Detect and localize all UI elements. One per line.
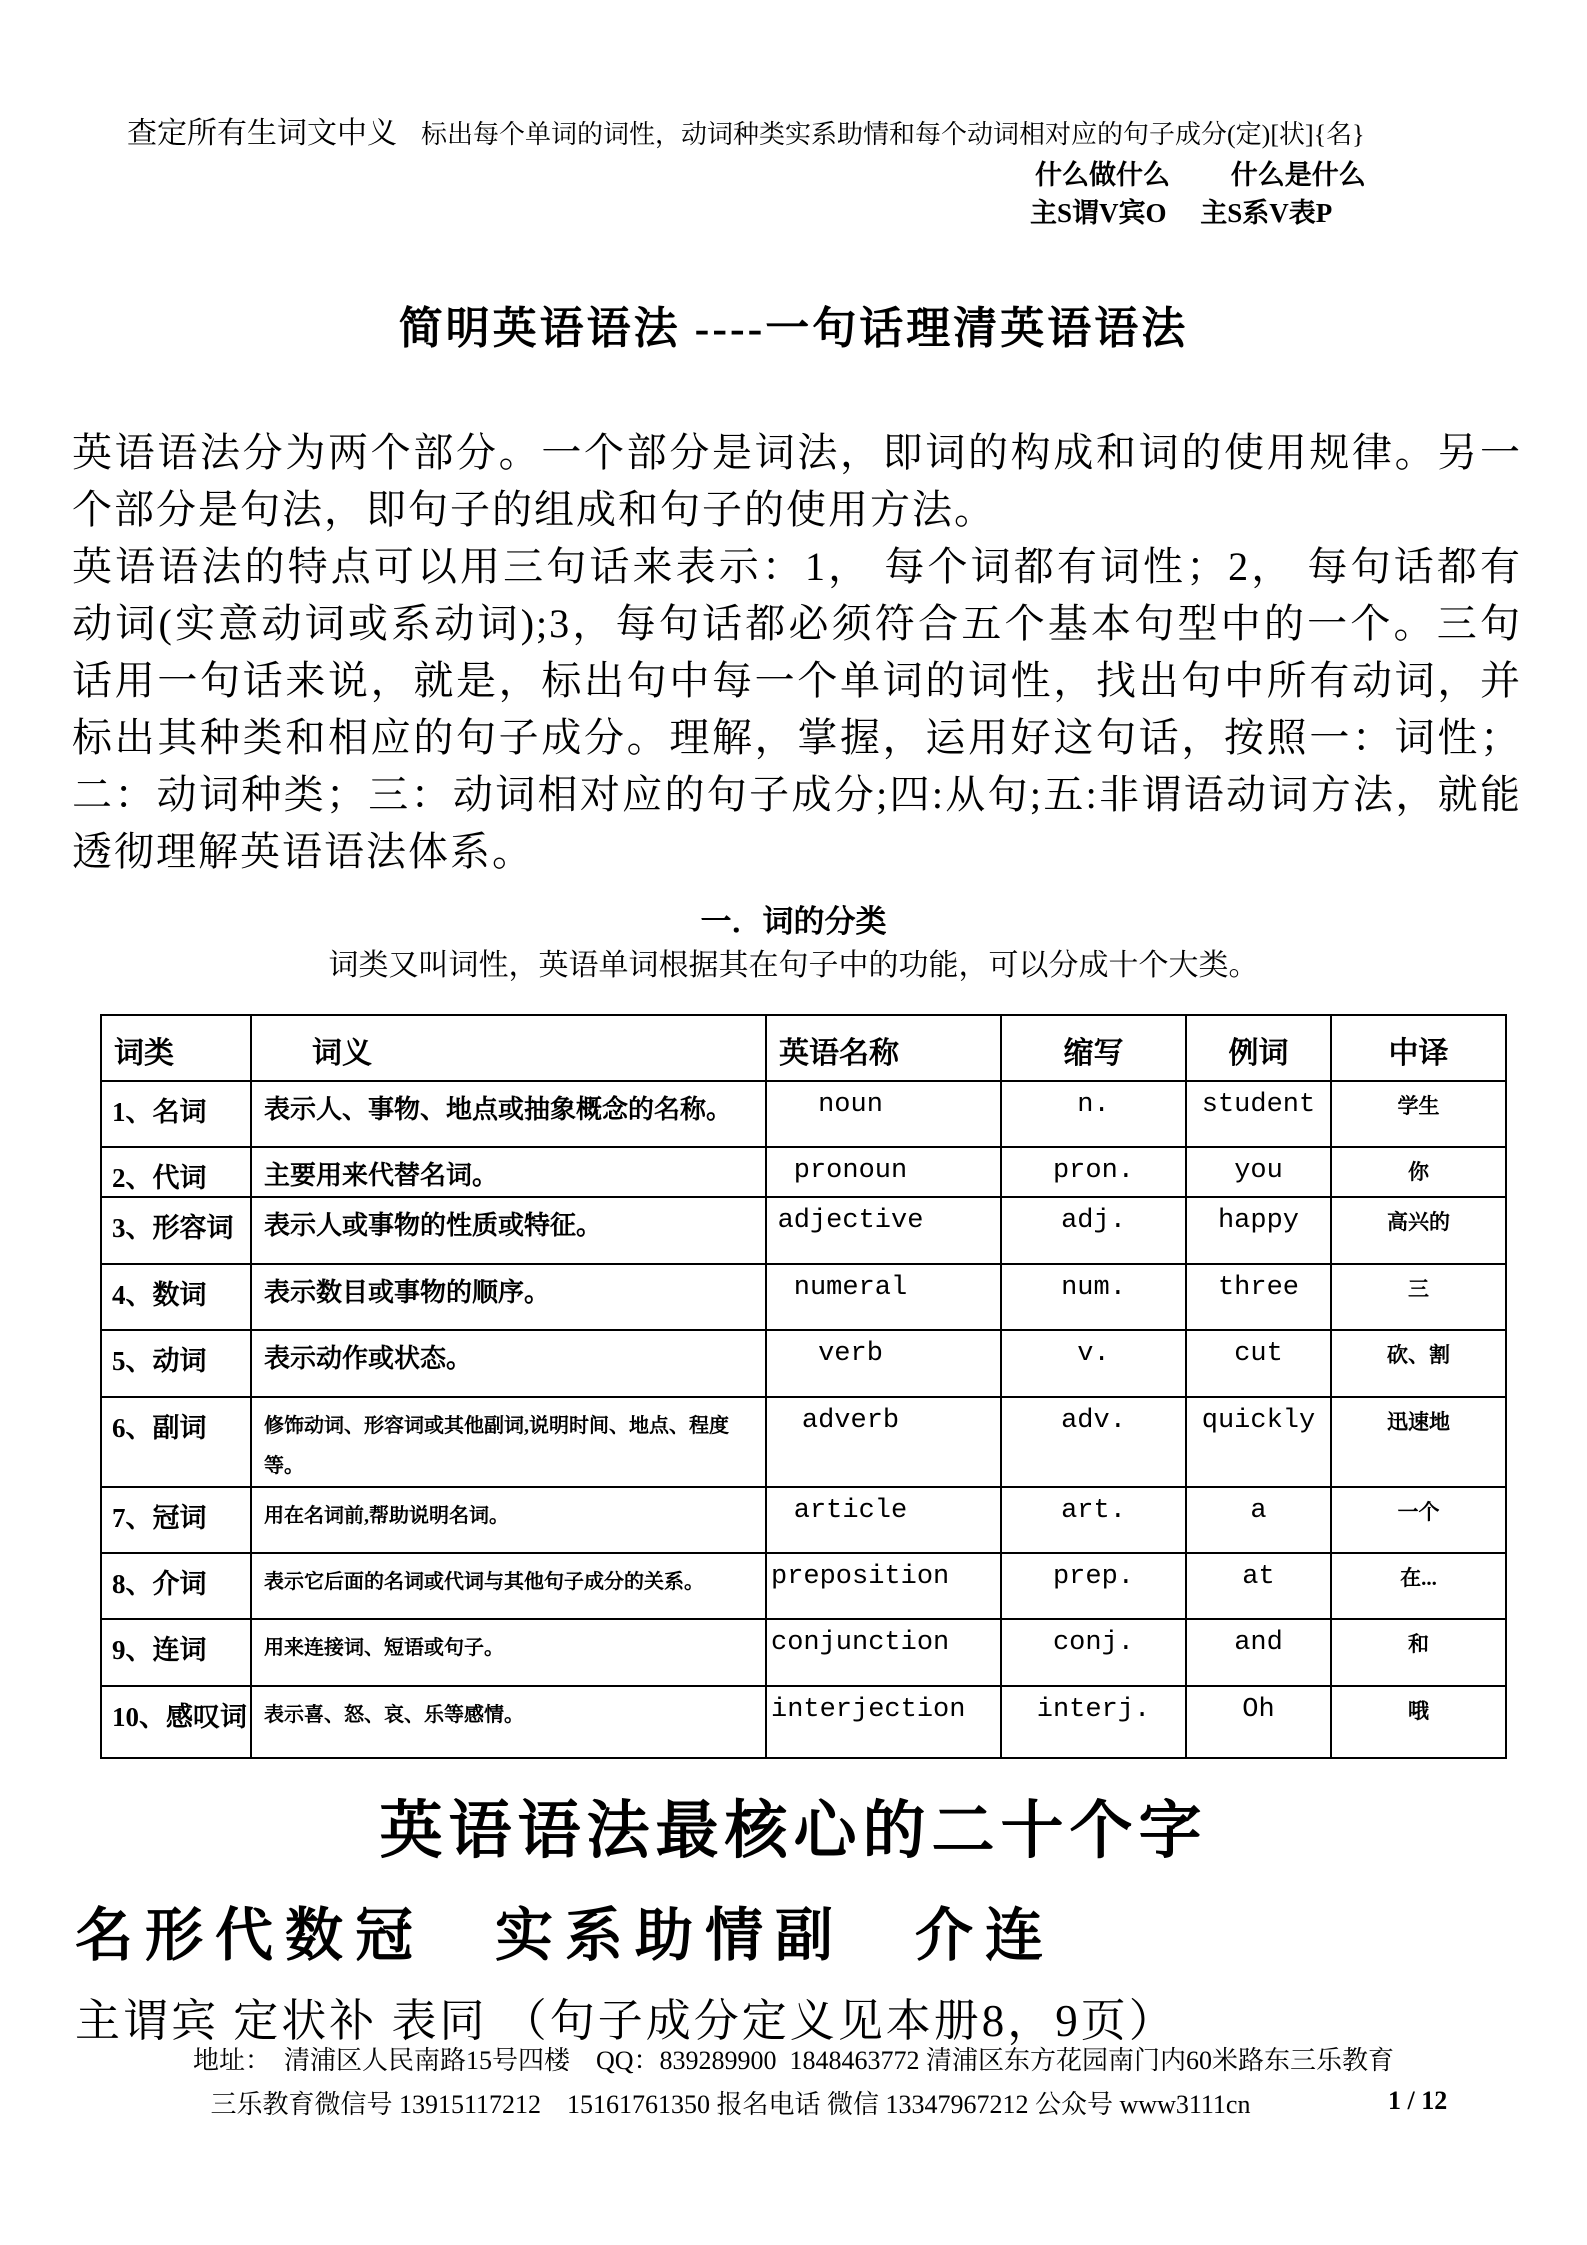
cell-word-class: 10、感叹词 bbox=[101, 1686, 251, 1758]
cell-translation: 高兴的 bbox=[1331, 1197, 1506, 1264]
page-title: 简明英语语法 ----一句话理清英语语法 bbox=[398, 304, 1189, 353]
cell-english-name: article bbox=[766, 1487, 1001, 1553]
cell-english-name: numeral bbox=[766, 1264, 1001, 1330]
column-header-meaning: 词义 bbox=[251, 1015, 766, 1081]
table-row bbox=[101, 1081, 1506, 1147]
cell-example: student bbox=[1186, 1081, 1331, 1147]
cell-meaning: 表示数目或事物的顺序。 bbox=[251, 1264, 766, 1330]
cell-example: three bbox=[1186, 1264, 1331, 1330]
cell-translation: 砍、割 bbox=[1331, 1330, 1506, 1397]
column-header-abbreviation: 缩写 bbox=[1001, 1015, 1186, 1081]
table-row bbox=[101, 1397, 1506, 1487]
cell-abbreviation: pron. bbox=[1001, 1147, 1186, 1197]
cell-english-name: preposition bbox=[766, 1553, 1001, 1619]
column-header-translation: 中译 bbox=[1331, 1015, 1506, 1081]
cell-abbreviation: adv. bbox=[1001, 1397, 1186, 1487]
footer-address-line: 地址： 清浦区人民南路15号四楼 QQ：839289900 1848463772 清浦区东方花园南门内60米路东三乐教育 bbox=[192, 2046, 1395, 2075]
cell-translation: 你 bbox=[1331, 1147, 1506, 1197]
cell-meaning: 表示人或事物的性质或特征。 bbox=[251, 1197, 766, 1264]
paragraph-1: 英语语法分为两个部分。一个部分是词法，即词的构成和词的使用规律。另一个部分是句法，即句子的组成和句子的使用方法。 bbox=[72, 430, 1522, 532]
section-subheading: 词类又叫词性，英语单词根据其在句子中的功能，可以分成十个大类。 bbox=[328, 949, 1259, 982]
cell-translation: 一个 bbox=[1331, 1487, 1506, 1553]
cell-example: Oh bbox=[1186, 1686, 1331, 1758]
cell-example: quickly bbox=[1186, 1397, 1331, 1487]
cell-translation: 哦 bbox=[1331, 1686, 1506, 1758]
cell-abbreviation: n. bbox=[1001, 1081, 1186, 1147]
core-characters-line: 名形代数冠 实系助情副 介连 bbox=[75, 1903, 1056, 1968]
cell-abbreviation: v. bbox=[1001, 1330, 1186, 1397]
cell-abbreviation: num. bbox=[1001, 1264, 1186, 1330]
cell-word-class: 4、数词 bbox=[101, 1264, 251, 1330]
cell-meaning: 表示动作或状态。 bbox=[251, 1330, 766, 1397]
word-classes-table bbox=[100, 1014, 1507, 1759]
table-row bbox=[101, 1686, 1506, 1758]
cell-word-class: 2、代词 bbox=[101, 1147, 251, 1197]
paragraph-2: 英语语法的特点可以用三句话来表示：1， 每个词都有词性；2， 每句话都有动词(实意动词或系动词);3，每句话都必须符合五个基本句型中的一个。三句话用一句话来说，就是，标出句中每一个单词的词性，找出句中所有动词，并标出其种类和相应的句子成分。理解，掌握，运用好这句话，按照一：词性；二：动词种类；三：动词相对应的句子成分;四:从句;五:非谓语动词方法，就能透彻理解英语语法体系。 bbox=[72, 544, 1522, 874]
annotation-line-3: 主S谓V宾O 主S系V表P bbox=[1030, 198, 1333, 228]
table-row bbox=[101, 1553, 1506, 1619]
cell-example: and bbox=[1186, 1619, 1331, 1686]
column-header-word-class: 词类 bbox=[101, 1015, 251, 1081]
cell-word-class: 5、动词 bbox=[101, 1330, 251, 1397]
cell-word-class: 6、副词 bbox=[101, 1397, 251, 1487]
cell-english-name: noun bbox=[766, 1081, 1001, 1147]
cell-english-name: interjection bbox=[766, 1686, 1001, 1758]
cell-example: a bbox=[1186, 1487, 1331, 1553]
cell-english-name: verb bbox=[766, 1330, 1001, 1397]
cell-meaning: 主要用来代替名词。 bbox=[251, 1147, 766, 1197]
cell-translation: 学生 bbox=[1331, 1081, 1506, 1147]
cell-meaning: 表示人、事物、地点或抽象概念的名称。 bbox=[251, 1081, 766, 1147]
table-row bbox=[101, 1197, 1506, 1264]
cell-abbreviation: art. bbox=[1001, 1487, 1186, 1553]
table-row bbox=[101, 1619, 1506, 1686]
cell-meaning: 用在名词前,帮助说明名词。 bbox=[251, 1487, 766, 1553]
column-header-english-name: 英语名称 bbox=[766, 1015, 1001, 1081]
cell-translation: 和 bbox=[1331, 1619, 1506, 1686]
cell-example: happy bbox=[1186, 1197, 1331, 1264]
table-row bbox=[101, 1330, 1506, 1397]
annotation-line-1 bbox=[127, 108, 1365, 152]
cell-english-name: conjunction bbox=[766, 1619, 1001, 1686]
cell-abbreviation: conj. bbox=[1001, 1619, 1186, 1686]
sentence-elements-line: 主谓宾 定状补 表同 （句子成分定义见本册8，9页） bbox=[75, 1996, 1177, 2046]
section-heading: 一．词的分类 bbox=[700, 904, 887, 939]
cell-meaning: 修饰动词、形容词或其他副词,说明时间、地点、程度等。 bbox=[251, 1397, 766, 1487]
table-header-row bbox=[101, 1015, 1506, 1081]
cell-english-name: adverb bbox=[766, 1397, 1001, 1487]
footer-contact-line: 三乐教育微信号 13915117212 15161761350 报名电话 微信 13347967212 公众号 www3111cn bbox=[210, 2090, 1251, 2119]
cell-example: cut bbox=[1186, 1330, 1331, 1397]
cell-word-class: 9、连词 bbox=[101, 1619, 251, 1686]
cell-meaning: 表示它后面的名词或代词与其他句子成分的关系。 bbox=[251, 1553, 766, 1619]
cell-translation: 三 bbox=[1331, 1264, 1506, 1330]
cell-word-class: 8、介词 bbox=[101, 1553, 251, 1619]
cell-english-name: pronoun bbox=[766, 1147, 1001, 1197]
cell-example: you bbox=[1186, 1147, 1331, 1197]
cell-example: at bbox=[1186, 1553, 1331, 1619]
annotation-phrase-main: 查定所有生词文中义 bbox=[127, 117, 397, 150]
cell-meaning: 表示喜、怒、哀、乐等感情。 bbox=[251, 1686, 766, 1758]
cell-meaning: 用来连接词、短语或句子。 bbox=[251, 1619, 766, 1686]
cell-translation: 在... bbox=[1331, 1553, 1506, 1619]
core-heading: 英语语法最核心的二十个字 bbox=[379, 1796, 1208, 1866]
page-number: 1 / 12 bbox=[1388, 2086, 1448, 2115]
cell-abbreviation: interj. bbox=[1001, 1686, 1186, 1758]
column-header-example: 例词 bbox=[1186, 1015, 1331, 1081]
cell-translation: 迅速地 bbox=[1331, 1397, 1506, 1487]
table-row bbox=[101, 1487, 1506, 1553]
cell-abbreviation: prep. bbox=[1001, 1553, 1186, 1619]
annotation-phrase-detail: 标出每个单词的词性，动词种类实系助情和每个动词相对应的句子成分(定)[状]{名} bbox=[421, 120, 1365, 149]
annotation-line-2: 什么做什么 什么是什么 bbox=[1035, 160, 1366, 190]
table-row bbox=[101, 1264, 1506, 1330]
cell-abbreviation: adj. bbox=[1001, 1197, 1186, 1264]
table-row bbox=[101, 1147, 1506, 1197]
cell-word-class: 1、名词 bbox=[101, 1081, 251, 1147]
cell-english-name: adjective bbox=[766, 1197, 1001, 1264]
cell-word-class: 3、形容词 bbox=[101, 1197, 251, 1264]
body-text bbox=[72, 424, 1522, 880]
cell-word-class: 7、冠词 bbox=[101, 1487, 251, 1553]
